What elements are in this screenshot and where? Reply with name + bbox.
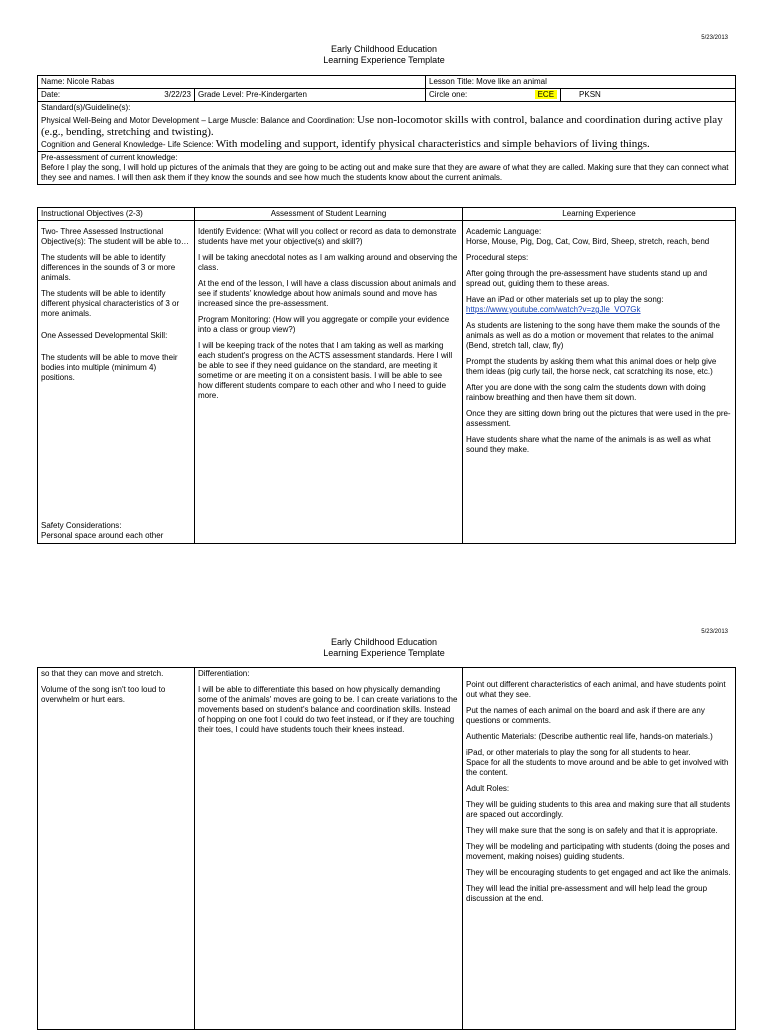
page2-title-line2: Learning Experience Template xyxy=(323,648,445,658)
adult-roles-label: Adult Roles: xyxy=(466,784,510,793)
circle-label-cell xyxy=(426,89,561,102)
procedural-steps-label: Procedural steps: xyxy=(466,253,529,262)
standard2-text: With modeling and support, identify physical characteristics and simple behaviors of living things. xyxy=(215,138,650,150)
adult-role-encouraging: They will be encouraging students to get engaged and act like the animals. xyxy=(466,868,731,877)
info-table xyxy=(37,75,736,185)
standards-label: Standard(s)/Guideline(s): xyxy=(41,103,131,112)
differentiation-label: Differentiation: xyxy=(198,669,250,678)
circle-option-ece: ECE xyxy=(535,90,557,99)
anecdotal-notes: I will be taking anecdotal notes as I am walking around and observing the class. xyxy=(198,253,458,272)
col-header-objectives: Instructional Objectives (2-3) xyxy=(38,208,195,221)
page2-date-stamp: 5/23/2013 xyxy=(701,629,728,635)
page1-title-line1: Early Childhood Education xyxy=(330,44,438,54)
step-setup-song xyxy=(466,295,732,315)
objectives-intro: Two- Three Assessed Instructional Objective(s): The student will be able to… xyxy=(41,227,189,246)
learning-cell xyxy=(463,221,736,544)
objectives-cell-continued xyxy=(38,668,195,1030)
page1-title-line2: Learning Experience Template xyxy=(323,55,445,65)
preassessment-cell xyxy=(38,152,736,185)
step-prompt: Prompt the students by asking them what this animal does or help give them ideas (pig curly tail, the horse neck, cat scratching its nose, etc.) xyxy=(466,357,717,376)
academic-language-label: Academic Language: xyxy=(466,227,542,236)
circle-label: Circle one: xyxy=(429,90,468,99)
step-pictures: Once they are sitting down bring out the pictures that were used in the pre-assessment. xyxy=(466,409,731,428)
page2-title xyxy=(0,637,768,659)
identify-evidence: Identify Evidence: (What will you collect or record as data to demonstrate students have met your objective(s) and skill?) xyxy=(198,227,457,246)
program-monitoring: Program Monitoring: (How will you aggregate or compile your evidence into a class or group view?) xyxy=(198,315,450,334)
class-discussion: At the end of the lesson, I will have a class discussion about animals and see if students' knowledge about how animals sound and move has increased since the pre-assessment. xyxy=(198,279,456,308)
standard1-text: Use non-locomotor skills with control, balance and coordination during active play (e.g., bending, stretching and twisting). xyxy=(41,114,723,138)
preassessment-text: Before I play the song, I will hold up pictures of the animals that they are going to be acting out and make sure that they are aware of what they are called. Making sure that they can connect what they see and names. I will then ask them if they know the sounds and see how much the students know about the current animals. xyxy=(41,163,729,182)
standard2-prefix: Cognition and General Knowledge- Life Science: xyxy=(41,140,216,149)
authentic-materials-label: Authentic Materials: (Describe authentic real life, hands-on materials.) xyxy=(466,732,713,741)
developmental-skill-label: One Assessed Developmental Skill: xyxy=(41,331,168,340)
assessment-cell-continued xyxy=(195,668,463,1030)
adult-role-guiding: They will be guiding students to this area and making sure that all students are spaced out accordingly. xyxy=(466,800,731,819)
step-calm-down: After you are done with the song calm the students down with doing rainbow breathing and then have them sit down. xyxy=(466,383,706,402)
step-make-sounds: As students are listening to the song have them make the sounds of the animals as well as do a motion or movement that relates to the animal (Bend, stretch tall, claw, fly) xyxy=(466,321,720,350)
adult-role-song: They will make sure that the song is on safely and that it is appropriate. xyxy=(466,826,718,835)
volume-note: Volume of the song isn't too loud to overwhelm or hurt ears. xyxy=(41,685,166,704)
step-names-board: Put the names of each animal on the board and ask if there are any questions or comments. xyxy=(466,706,705,725)
developmental-skill-text: The students will be able to move their bodies into multiple (minimum 4) positions. xyxy=(41,353,178,382)
objective-2: The students will be able to identify different physical characteristics of 3 or more animals. xyxy=(41,289,180,318)
safety-label: Safety Considerations: xyxy=(41,521,122,530)
adult-role-modeling: They will be modeling and participating with students (doing the poses and movement, making noises) guiding students. xyxy=(466,842,730,861)
date-label: Date: xyxy=(41,90,61,99)
safety-text: Personal space around each other xyxy=(41,531,164,540)
song-link[interactable]: https://www.youtube.com/watch?v=zgJle_VO7Gk xyxy=(466,305,641,314)
objectives-cell xyxy=(38,221,195,544)
learning-cell-continued xyxy=(463,668,736,1030)
step-characteristics: Point out different characteristics of each animal, and have students point out what they see. xyxy=(466,680,726,699)
adult-role-lead: They will lead the initial pre-assessment and will help lead the group discussion at the end. xyxy=(466,884,708,903)
date-value: 3/22/23 xyxy=(164,90,191,99)
differentiation-text: I will be able to differentiate this based on how physically demanding some of the animals' moves are going to be. I can create variations to the movements based on student's balance and coordination skills. Instead of hopping on one foot I could do two feet instead, or if they are touching their toes, I could have students touch their knees instead. xyxy=(198,685,458,734)
page2-title-line1: Early Childhood Education xyxy=(330,637,438,647)
assessment-cell xyxy=(195,221,463,544)
preassessment-label: Pre-assessment of current knowledge: xyxy=(41,153,178,162)
materials-space: Space for all the students to move around and be able to get involved with the content. xyxy=(466,758,729,777)
lesson-table xyxy=(37,207,736,544)
lesson-title-cell: Lesson Title: Move like an animal xyxy=(426,76,736,89)
page1-date-stamp: 5/23/2013 xyxy=(701,35,728,41)
col-header-assessment: Assessment of Student Learning xyxy=(195,208,463,221)
circle-option-pksn: PKSN xyxy=(561,89,736,102)
materials-ipad: iPad, or other materials to play the song for all students to hear. xyxy=(466,748,691,757)
grade-level-cell: Grade Level: Pre-Kindergarten xyxy=(195,89,426,102)
col-header-learning: Learning Experience xyxy=(463,208,736,221)
lesson-table-continued xyxy=(37,667,736,1030)
step-setup-text: Have an iPad or other materials set up to play the song: xyxy=(466,295,664,304)
academic-language-words: Horse, Mouse, Pig, Dog, Cat, Cow, Bird, Sheep, stretch, reach, bend xyxy=(466,237,710,246)
tracking-notes: I will be keeping track of the notes that I am taking as well as marking each student's progress on the ACTS assessment standards. Here I will be able to see if they need guidance on the standard, are meeting it sometime or are meeting it on a consistent basis. I will be able to see how different students compare to each other and who I need to guide more. xyxy=(198,341,453,400)
objective-1: The students will be able to identify differences in the sounds of 3 or more animals. xyxy=(41,253,176,282)
standard1-prefix: Physical Well-Being and Motor Development – Large Muscle: Balance and Coordination: xyxy=(41,116,358,125)
step-share: Have students share what the name of the animals is as well as what sound they make. xyxy=(466,435,711,454)
standards-cell xyxy=(38,102,736,152)
name-cell: Name: Nicole Rabas xyxy=(38,76,426,89)
safety-text-continued: so that they can move and stretch. xyxy=(41,669,164,678)
date-cell xyxy=(38,89,195,102)
step-spread-out: After going through the pre-assessment have students stand up and spread out, guiding them to these areas. xyxy=(466,269,708,288)
page1-title xyxy=(0,44,768,66)
